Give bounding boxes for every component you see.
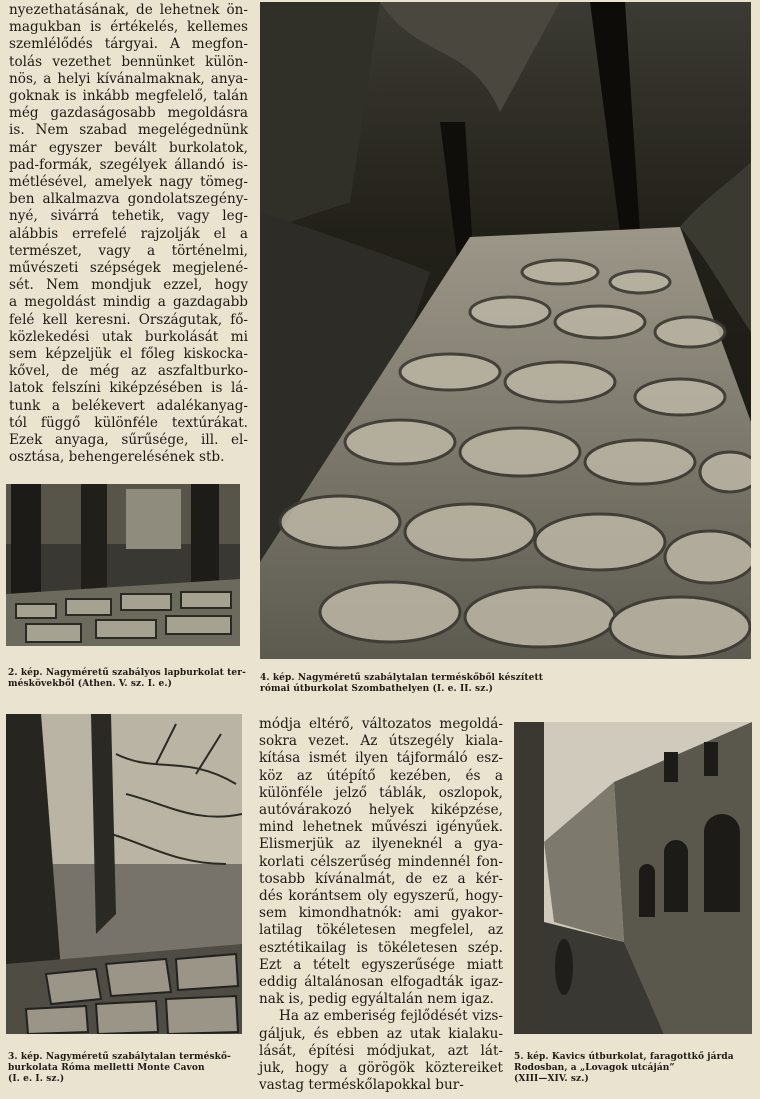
caption-fig-3	[8, 1052, 248, 1085]
text-line: természet, vagy a történelmi,	[9, 242, 248, 259]
text-line: kítása ismét ilyen tájformáló esz-	[259, 750, 503, 767]
photo-monte-cavo-paving	[6, 714, 242, 1034]
text-line: sem képzeljük el főleg kiskocka-	[9, 346, 248, 363]
text-line: tól függő különféle textúrákat.	[9, 414, 248, 431]
text-line: sét. Nem mondjuk ezzel, hogy	[9, 277, 248, 294]
text-line: vastag terméskőlapokkal bur-	[259, 1077, 464, 1094]
text-line: szemlélődés tárgyai. A megfon-	[9, 36, 248, 53]
text-line: nyezethatásának, de lehetnek ön-	[9, 2, 248, 18]
caption-fig-5	[514, 1052, 758, 1085]
text-line: lását, építési módjukat, azt lát-	[259, 1042, 503, 1059]
caption-fig-2	[8, 668, 248, 690]
photo-roman-road-szombathely	[260, 2, 751, 659]
caption-fig-2-line-2: méskövekből (Athen. V. sz. I. e.)	[8, 679, 172, 689]
text-line: mind lehetnek művészi igényűek.	[259, 819, 503, 836]
article-column-bottom-middle	[259, 716, 503, 1094]
text-line: ben alkalmazva gondolatszegény-	[9, 191, 248, 208]
photo-athens-paving	[6, 484, 240, 646]
caption-fig-4	[260, 673, 560, 695]
text-line: felé kell keresni. Országutak, fő-	[9, 311, 248, 328]
text-line: esztétikailag is tökéletesen szép.	[259, 939, 503, 956]
article-column-top-left	[9, 2, 248, 466]
text-line: nös, a helyi kívánalmaknak, anya-	[9, 70, 248, 87]
text-line: sem kimondhatnók: ami gyakor-	[259, 905, 503, 922]
caption-fig-5-line-1: 5. kép. Kavics útburkolat, faragottkő járda	[514, 1052, 734, 1062]
text-line: nyé, sivárrá tehetik, vagy leg-	[9, 208, 248, 225]
text-line: már egyszer bevált burkolatok,	[9, 139, 248, 156]
text-line: autóvárakozó helyek kiképzése,	[259, 802, 503, 819]
text-line: is. Nem szabad megelégednünk	[9, 122, 248, 139]
text-line: a megoldást mindig a gazdagabb	[9, 294, 248, 311]
text-line: még gazdaságosabb megoldásra	[9, 105, 248, 122]
text-line: pad-formák, szegélyek állandó is-	[9, 156, 248, 173]
text-line: művészeti szépségek megjelené-	[9, 260, 248, 277]
text-line: juk, hogy a görögök köztereiket	[259, 1060, 503, 1077]
text-line: métlésével, amelyek nagy tömeg-	[9, 174, 248, 191]
text-line: különféle jelző táblák, oszlopok,	[259, 784, 503, 801]
text-line: Ezek anyaga, sűrűsége, ill. el-	[9, 432, 248, 449]
text-line: kővel, de még az aszfaltburko-	[9, 363, 248, 380]
caption-fig-4-line-1: 4. kép. Nagyméretű szabálytalan terméskőből készített	[260, 673, 543, 683]
text-line: alábbis errefelé rajzolják el a	[9, 225, 248, 242]
caption-fig-3-line-1: 3. kép. Nagyméretű szabálytalan terméskő-	[8, 1052, 231, 1062]
text-line: dés korántsem oly egyszerű, hogy-	[259, 888, 503, 905]
text-line: köz az útépítő kezében, és a	[259, 767, 503, 784]
text-line: osztása, behengerelésének stb.	[9, 449, 225, 466]
text-line: Ha az emberiség fejlődését vizs-	[279, 1008, 503, 1025]
caption-fig-2-line-1: 2. kép. Nagyméretű szabályos lapburkolat ter-	[8, 668, 246, 678]
text-line: magukban is értékelés, kellemes	[9, 19, 248, 36]
caption-fig-5-line-3: (XIII—XIV. sz.)	[514, 1074, 589, 1084]
caption-fig-4-line-2: római útburkolat Szombathelyen (I. e. II. sz.)	[260, 684, 494, 694]
caption-fig-3-line-2: burkolata Róma melletti Monte Cavon	[8, 1063, 205, 1073]
text-line: tunk a belékevert adalékanyag-	[9, 397, 248, 414]
text-line: gáljuk, és ebben az utak kialaku-	[259, 1025, 503, 1042]
caption-fig-5-line-2: Rodosban, a „Lovagok utcáján”	[514, 1063, 675, 1073]
text-line: tosabb kívánalmát, de ez a kér-	[259, 870, 503, 887]
text-line: eddig általánosan elfogadták igaz-	[259, 974, 503, 991]
text-line: latok felszíni kiképzésében is lá-	[9, 380, 248, 397]
caption-fig-3-line-3: (I. e. I. sz.)	[8, 1074, 65, 1084]
text-line: sokra vezet. Az útszegély kiala-	[259, 733, 503, 750]
text-line: tolás vezethet bennünket külön-	[9, 53, 248, 70]
photo-rhodes-street-of-knights	[514, 722, 752, 1034]
text-line: goknak is inkább megfelelő, talán	[9, 88, 248, 105]
text-line: latilag tökéletesen megfelel, az	[259, 922, 503, 939]
text-line: Ezt a tételt egyszerűsége miatt	[259, 956, 503, 973]
text-line: közlekedési utak burkolását mi	[9, 328, 248, 345]
text-line: korlati célszerűség mindennél fon-	[259, 853, 503, 870]
text-line: nak is, pedig egyáltalán nem igaz.	[259, 991, 494, 1008]
text-line: módja eltérő, változatos megoldá-	[259, 716, 503, 732]
text-line: Elismerjük az ilyeneknél a gya-	[259, 836, 503, 853]
